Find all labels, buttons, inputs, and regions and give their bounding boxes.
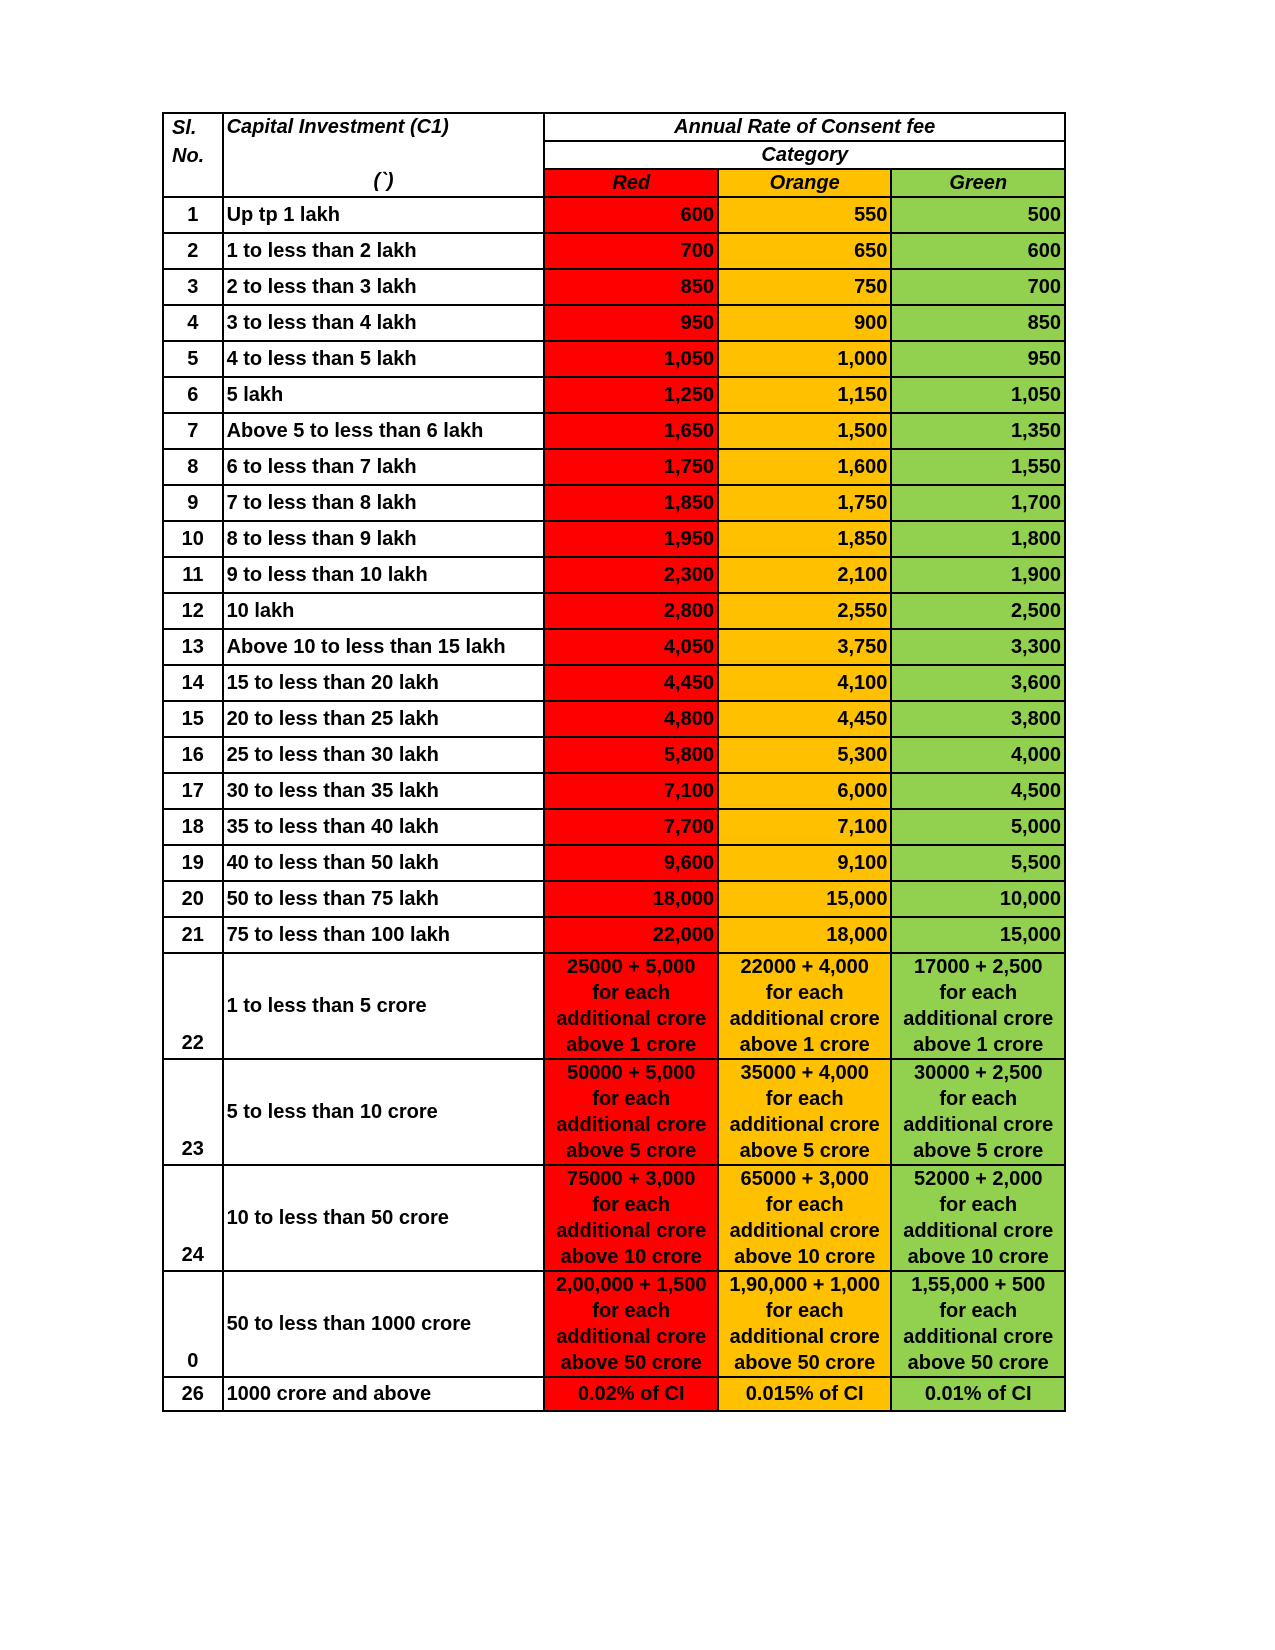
green-fee-cell: 5,500 <box>891 845 1065 881</box>
green-fee-line: 52000 + 2,000 <box>913 1168 1043 1190</box>
green-fee-line: above 10 crore <box>907 1246 1049 1268</box>
orange-fee-cell: 1,750 <box>718 485 891 521</box>
green-fee-cell: 10,000 <box>891 881 1065 917</box>
capital-range-cell: 4 to less than 5 lakh <box>223 341 545 377</box>
sl-no-cell: 9 <box>163 485 223 521</box>
capital-range-cell: 50 to less than 1000 crore <box>223 1271 545 1377</box>
capital-range-cell: 50 to less than 75 lakh <box>223 881 545 917</box>
green-fee-cell: 3,300 <box>891 629 1065 665</box>
capital-range-cell: 35 to less than 40 lakh <box>223 809 545 845</box>
red-fee-cell: 4,800 <box>544 701 717 737</box>
green-fee-line: above 50 crore <box>907 1352 1049 1374</box>
table-row <box>163 701 1065 737</box>
red-fee-cell <box>544 1271 717 1377</box>
table-row <box>163 773 1065 809</box>
orange-fee-line: above 5 crore <box>739 1140 870 1162</box>
orange-fee-line: additional crore <box>729 1326 880 1348</box>
orange-fee-line: 1,90,000 + 1,000 <box>729 1274 881 1296</box>
table-row <box>163 377 1065 413</box>
orange-fee-line: for each <box>765 1088 844 1110</box>
orange-fee-cell: 4,100 <box>718 665 891 701</box>
green-fee-line: 30000 + 2,500 <box>913 1062 1043 1084</box>
red-fee-cell: 1,950 <box>544 521 717 557</box>
table-row <box>163 917 1065 953</box>
red-fee-line: 75000 + 3,000 <box>566 1168 696 1190</box>
capital-range-cell: 9 to less than 10 lakh <box>223 557 545 593</box>
green-fee-line: above 1 crore <box>913 1034 1044 1056</box>
orange-fee-line: 22000 + 4,000 <box>740 956 869 978</box>
green-fee-line: for each <box>939 1088 1018 1110</box>
sl-header-line1: Sl. <box>172 117 197 139</box>
green-fee-cell <box>891 1271 1065 1377</box>
red-fee-line: additional crore <box>556 1008 707 1030</box>
red-fee-cell: 850 <box>544 269 717 305</box>
red-fee-cell <box>544 1059 717 1165</box>
capital-range-cell: 15 to less than 20 lakh <box>223 665 545 701</box>
sl-no-cell: 20 <box>163 881 223 917</box>
table-row <box>163 881 1065 917</box>
table-header <box>163 113 1065 197</box>
red-fee-line: additional crore <box>556 1326 707 1348</box>
green-fee-cell: 950 <box>891 341 1065 377</box>
green-fee-line: 17000 + 2,500 <box>913 956 1043 978</box>
consent-fee-table <box>162 112 1066 1412</box>
red-fee-line: for each <box>592 1088 671 1110</box>
table-row <box>163 197 1065 233</box>
red-fee-line: 50000 + 5,000 <box>566 1062 696 1084</box>
orange-fee-cell: 0.015% of CI <box>718 1377 891 1411</box>
table-row <box>163 1165 1065 1271</box>
green-fee-cell: 850 <box>891 305 1065 341</box>
red-fee-cell: 4,450 <box>544 665 717 701</box>
red-fee-cell: 1,850 <box>544 485 717 521</box>
orange-fee-cell <box>718 953 891 1059</box>
orange-fee-cell <box>718 1165 891 1271</box>
table-row <box>163 485 1065 521</box>
orange-fee-cell: 15,000 <box>718 881 891 917</box>
sl-no-cell: 21 <box>163 917 223 953</box>
category-header: Category <box>544 141 1065 169</box>
green-fee-line: for each <box>939 982 1018 1004</box>
red-fee-cell <box>544 1165 717 1271</box>
orange-fee-cell: 900 <box>718 305 891 341</box>
green-fee-cell: 2,500 <box>891 593 1065 629</box>
green-fee-cell: 1,900 <box>891 557 1065 593</box>
table-row <box>163 233 1065 269</box>
capital-range-cell: 75 to less than 100 lakh <box>223 917 545 953</box>
red-fee-cell: 2,300 <box>544 557 717 593</box>
green-fee-cell: 1,700 <box>891 485 1065 521</box>
orange-fee-line: additional crore <box>729 1008 880 1030</box>
table-row <box>163 665 1065 701</box>
red-fee-line: for each <box>592 982 671 1004</box>
orange-fee-line: for each <box>765 1194 844 1216</box>
orange-fee-cell: 1,600 <box>718 449 891 485</box>
sl-no-cell: 1 <box>163 197 223 233</box>
capital-investment-unit: (`) <box>373 170 394 192</box>
table-row <box>163 809 1065 845</box>
red-fee-cell: 9,600 <box>544 845 717 881</box>
green-fee-cell: 3,800 <box>891 701 1065 737</box>
red-fee-line: for each <box>592 1300 671 1322</box>
table-row <box>163 557 1065 593</box>
capital-range-cell: 1 to less than 5 crore <box>223 953 545 1059</box>
red-fee-line: additional crore <box>556 1220 707 1242</box>
orange-fee-cell: 550 <box>718 197 891 233</box>
red-fee-cell: 5,800 <box>544 737 717 773</box>
green-fee-cell: 1,050 <box>891 377 1065 413</box>
sl-no-cell: 23 <box>163 1059 223 1165</box>
table-row <box>163 521 1065 557</box>
orange-fee-cell: 5,300 <box>718 737 891 773</box>
red-fee-cell: 1,250 <box>544 377 717 413</box>
green-fee-line: additional crore <box>903 1326 1054 1348</box>
red-category-header: Red <box>544 169 717 197</box>
capital-range-cell: 7 to less than 8 lakh <box>223 485 545 521</box>
capital-range-cell: 5 lakh <box>223 377 545 413</box>
orange-fee-cell: 650 <box>718 233 891 269</box>
capital-range-cell: Above 5 to less than 6 lakh <box>223 413 545 449</box>
red-fee-cell: 950 <box>544 305 717 341</box>
red-fee-line: above 50 crore <box>560 1352 702 1374</box>
table-row <box>163 845 1065 881</box>
sl-no-cell: 10 <box>163 521 223 557</box>
orange-fee-cell: 750 <box>718 269 891 305</box>
annual-rate-header: Annual Rate of Consent fee <box>544 113 1065 141</box>
sl-header-line2: No. <box>172 145 205 167</box>
orange-fee-cell: 18,000 <box>718 917 891 953</box>
red-fee-cell: 1,050 <box>544 341 717 377</box>
green-fee-cell: 600 <box>891 233 1065 269</box>
green-fee-line: additional crore <box>903 1114 1054 1136</box>
orange-fee-line: 35000 + 4,000 <box>740 1062 869 1084</box>
orange-fee-cell: 2,550 <box>718 593 891 629</box>
red-fee-cell: 0.02% of CI <box>544 1377 717 1411</box>
red-fee-line: above 5 crore <box>566 1140 697 1162</box>
orange-fee-cell: 4,450 <box>718 701 891 737</box>
capital-range-cell: 1 to less than 2 lakh <box>223 233 545 269</box>
sl-no-cell: 11 <box>163 557 223 593</box>
table-row <box>163 269 1065 305</box>
orange-fee-line: additional crore <box>729 1114 880 1136</box>
red-fee-cell: 1,750 <box>544 449 717 485</box>
table-row <box>163 305 1065 341</box>
table-row <box>163 1271 1065 1377</box>
table-row <box>163 1059 1065 1165</box>
sl-no-cell: 2 <box>163 233 223 269</box>
sl-no-cell: 0 <box>163 1271 223 1377</box>
sl-no-cell: 4 <box>163 305 223 341</box>
capital-range-cell: 2 to less than 3 lakh <box>223 269 545 305</box>
red-fee-line: above 1 crore <box>566 1034 697 1056</box>
red-fee-cell: 2,800 <box>544 593 717 629</box>
sl-no-cell: 22 <box>163 953 223 1059</box>
green-fee-cell: 700 <box>891 269 1065 305</box>
sl-no-cell: 19 <box>163 845 223 881</box>
sl-no-cell: 26 <box>163 1377 223 1411</box>
sl-no-cell: 13 <box>163 629 223 665</box>
sl-no-cell: 18 <box>163 809 223 845</box>
orange-fee-cell: 3,750 <box>718 629 891 665</box>
orange-fee-cell: 1,150 <box>718 377 891 413</box>
capital-range-cell: 40 to less than 50 lakh <box>223 845 545 881</box>
red-fee-cell: 1,650 <box>544 413 717 449</box>
sl-no-cell: 16 <box>163 737 223 773</box>
red-fee-cell: 18,000 <box>544 881 717 917</box>
red-fee-line: 2,00,000 + 1,500 <box>555 1274 707 1296</box>
sl-no-cell: 7 <box>163 413 223 449</box>
orange-fee-cell: 7,100 <box>718 809 891 845</box>
table-row <box>163 737 1065 773</box>
green-fee-cell: 500 <box>891 197 1065 233</box>
capital-range-cell: 1000 crore and above <box>223 1377 545 1411</box>
orange-fee-line: above 1 crore <box>739 1034 870 1056</box>
sl-no-cell: 17 <box>163 773 223 809</box>
orange-fee-line: for each <box>765 982 844 1004</box>
capital-investment-title: Capital Investment (C1) <box>226 116 449 138</box>
green-fee-cell: 1,800 <box>891 521 1065 557</box>
capital-range-cell: Above 10 to less than 15 lakh <box>223 629 545 665</box>
capital-range-cell: 30 to less than 35 lakh <box>223 773 545 809</box>
red-fee-line: additional crore <box>556 1114 707 1136</box>
sl-no-cell: 12 <box>163 593 223 629</box>
capital-range-cell: 25 to less than 30 lakh <box>223 737 545 773</box>
green-fee-line: above 5 crore <box>913 1140 1044 1162</box>
capital-range-cell: 10 lakh <box>223 593 545 629</box>
orange-fee-line: for each <box>765 1300 844 1322</box>
green-fee-cell: 4,000 <box>891 737 1065 773</box>
red-fee-line: for each <box>592 1194 671 1216</box>
sl-no-cell: 8 <box>163 449 223 485</box>
sl-no-cell: 6 <box>163 377 223 413</box>
green-fee-cell: 15,000 <box>891 917 1065 953</box>
table-row <box>163 341 1065 377</box>
red-fee-line: 25000 + 5,000 <box>566 956 696 978</box>
table-row <box>163 413 1065 449</box>
red-fee-cell: 600 <box>544 197 717 233</box>
orange-fee-line: above 10 crore <box>734 1246 876 1268</box>
green-fee-cell <box>891 1059 1065 1165</box>
orange-fee-cell: 1,000 <box>718 341 891 377</box>
orange-fee-cell <box>718 1059 891 1165</box>
green-fee-line: for each <box>939 1300 1018 1322</box>
orange-fee-cell: 1,850 <box>718 521 891 557</box>
capital-range-cell: 20 to less than 25 lakh <box>223 701 545 737</box>
table-row <box>163 593 1065 629</box>
green-fee-cell <box>891 953 1065 1059</box>
sl-no-cell: 14 <box>163 665 223 701</box>
table-row <box>163 953 1065 1059</box>
green-fee-cell: 3,600 <box>891 665 1065 701</box>
orange-fee-cell <box>718 1271 891 1377</box>
orange-category-header: Orange <box>718 169 891 197</box>
table-body <box>163 197 1065 1411</box>
sl-no-cell: 24 <box>163 1165 223 1271</box>
orange-fee-cell: 9,100 <box>718 845 891 881</box>
capital-investment-header <box>223 113 545 197</box>
red-fee-line: above 10 crore <box>560 1246 702 1268</box>
green-fee-line: for each <box>939 1194 1018 1216</box>
sl-no-cell: 15 <box>163 701 223 737</box>
green-fee-cell: 5,000 <box>891 809 1065 845</box>
orange-fee-cell: 2,100 <box>718 557 891 593</box>
capital-range-cell: Up tp 1 lakh <box>223 197 545 233</box>
capital-range-cell: 8 to less than 9 lakh <box>223 521 545 557</box>
red-fee-cell: 7,100 <box>544 773 717 809</box>
green-fee-cell: 1,350 <box>891 413 1065 449</box>
green-fee-line: additional crore <box>903 1008 1054 1030</box>
red-fee-cell: 7,700 <box>544 809 717 845</box>
orange-fee-line: additional crore <box>729 1220 880 1242</box>
capital-range-cell: 6 to less than 7 lakh <box>223 449 545 485</box>
capital-range-cell: 10 to less than 50 crore <box>223 1165 545 1271</box>
orange-fee-cell: 1,500 <box>718 413 891 449</box>
sl-no-cell: 5 <box>163 341 223 377</box>
sl-no-cell: 3 <box>163 269 223 305</box>
capital-range-cell: 5 to less than 10 crore <box>223 1059 545 1165</box>
green-fee-cell: 4,500 <box>891 773 1065 809</box>
green-category-header: Green <box>891 169 1065 197</box>
green-fee-line: 1,55,000 + 500 <box>911 1274 1046 1296</box>
orange-fee-line: 65000 + 3,000 <box>740 1168 869 1190</box>
red-fee-cell <box>544 953 717 1059</box>
capital-range-cell: 3 to less than 4 lakh <box>223 305 545 341</box>
red-fee-cell: 700 <box>544 233 717 269</box>
orange-fee-line: above 50 crore <box>734 1352 876 1374</box>
green-fee-cell <box>891 1165 1065 1271</box>
table-row <box>163 1377 1065 1411</box>
red-fee-cell: 22,000 <box>544 917 717 953</box>
table-row <box>163 449 1065 485</box>
sl-no-header <box>163 113 223 197</box>
green-fee-cell: 0.01% of CI <box>891 1377 1065 1411</box>
orange-fee-cell: 6,000 <box>718 773 891 809</box>
red-fee-cell: 4,050 <box>544 629 717 665</box>
green-fee-line: additional crore <box>903 1220 1054 1242</box>
table-row <box>163 629 1065 665</box>
green-fee-cell: 1,550 <box>891 449 1065 485</box>
